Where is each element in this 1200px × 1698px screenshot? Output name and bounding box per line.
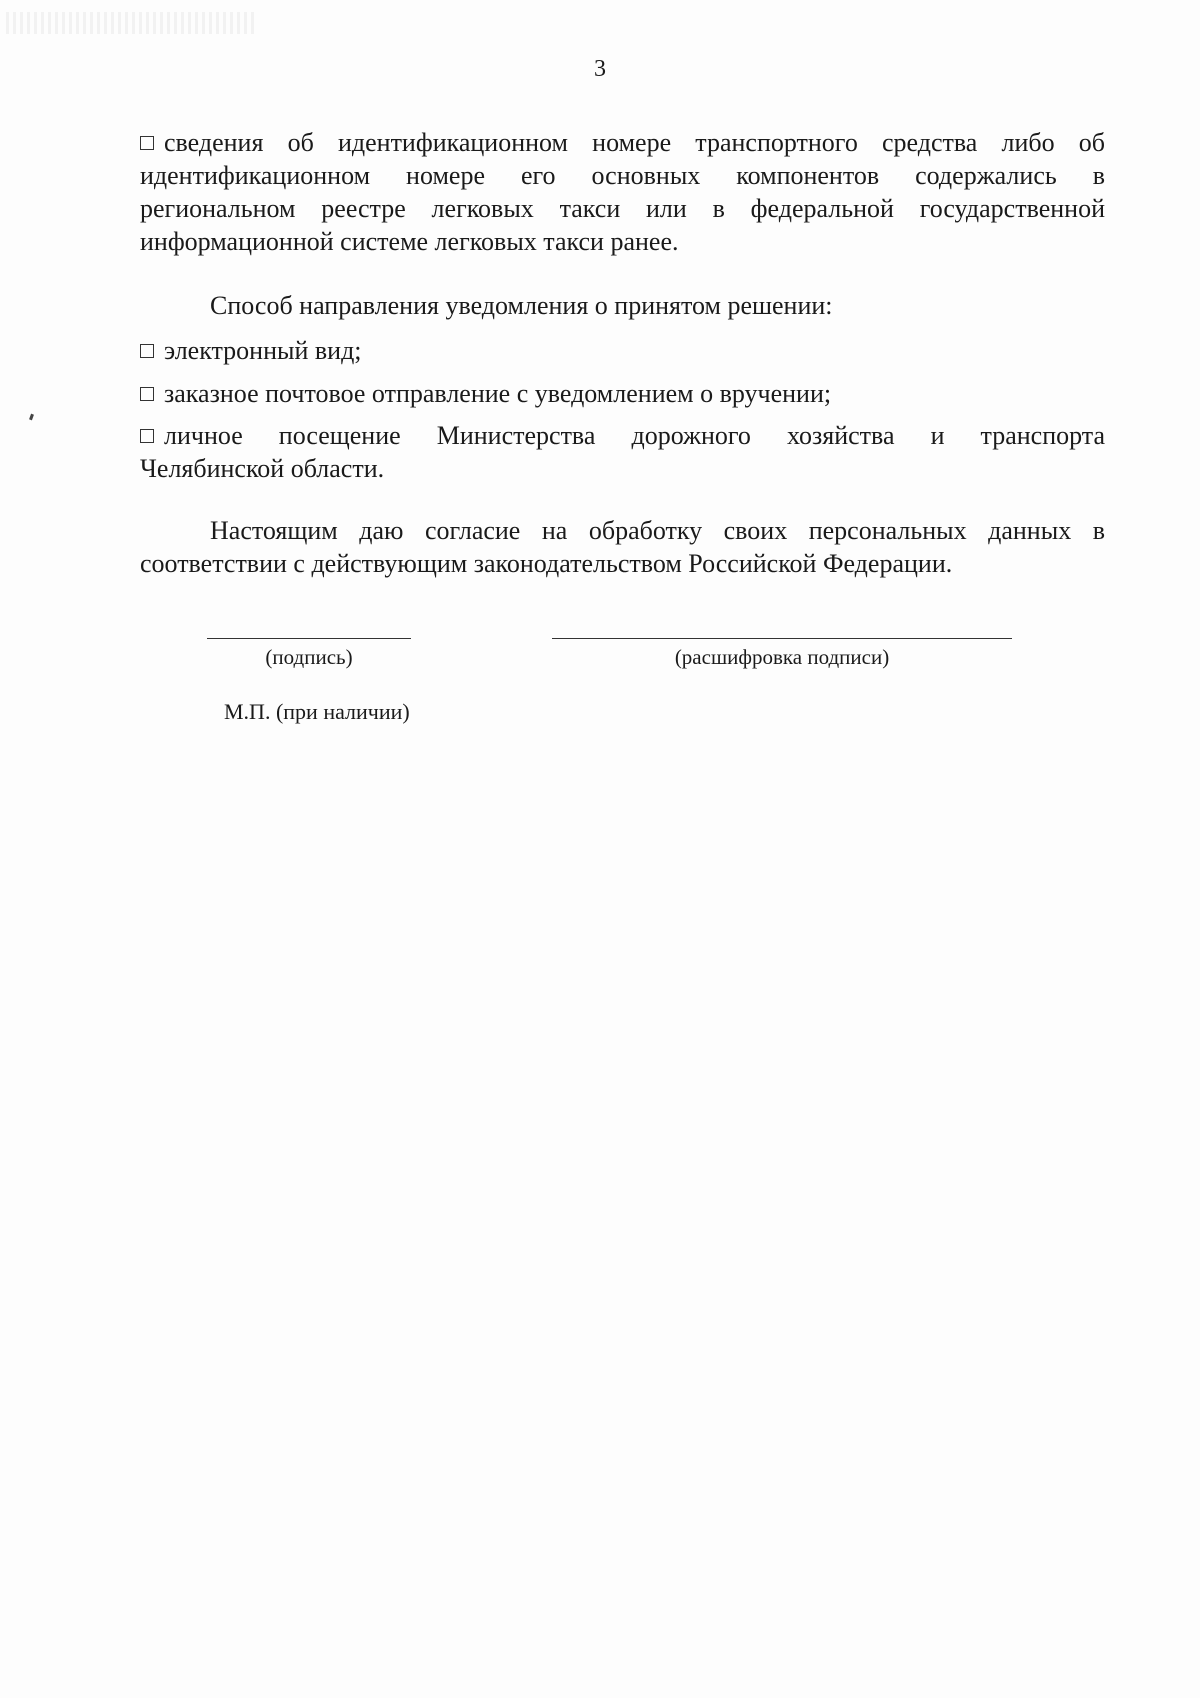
signature-caption: (подпись)	[265, 645, 353, 669]
scan-speck	[29, 414, 34, 421]
checkbox-icon[interactable]	[140, 429, 154, 443]
option-personal-visit-line-2: Челябинской области.	[140, 454, 385, 483]
consent-line-1: Настоящим даю согласие на обработку своих персональных данных в	[210, 516, 1105, 545]
vin-line-4: информационной системе легковых такси ранее.	[140, 227, 679, 256]
signature-decoding-line	[552, 638, 1012, 639]
notification-heading: Способ направления уведомления о принятом решении:	[210, 291, 833, 320]
signature-line	[207, 638, 411, 639]
option-personal-visit-line-1: личное посещение Министерства дорожного хозяйства и транспорта	[140, 419, 1105, 452]
consent-line-2: соответствии с действующим законодательством Российской Федерации.	[140, 549, 953, 578]
checkbox-icon[interactable]	[140, 136, 154, 150]
vin-line-2: идентификационном номере его основных компонентов содержались в	[140, 161, 1105, 190]
page-number: 3	[594, 56, 606, 82]
vin-paragraph	[140, 126, 1105, 258]
option-electronic: электронный вид;	[140, 334, 1105, 367]
consent-paragraph	[140, 514, 1105, 580]
checkbox-icon[interactable]	[140, 387, 154, 401]
vin-line-1: сведения об идентификационном номере транспортного средства либо об	[140, 126, 1105, 159]
scan-artifact	[6, 12, 256, 34]
option-personal-visit	[140, 419, 1105, 485]
seal-note: М.П. (при наличии)	[224, 699, 410, 724]
option-registered-mail: заказное почтовое отправление с уведомлением о вручении;	[140, 377, 1105, 410]
signature-decoding-caption: (расшифровка подписи)	[674, 645, 890, 669]
checkbox-icon[interactable]	[140, 344, 154, 358]
vin-line-3: региональном реестре легковых такси или в федеральной государственной	[140, 194, 1105, 223]
